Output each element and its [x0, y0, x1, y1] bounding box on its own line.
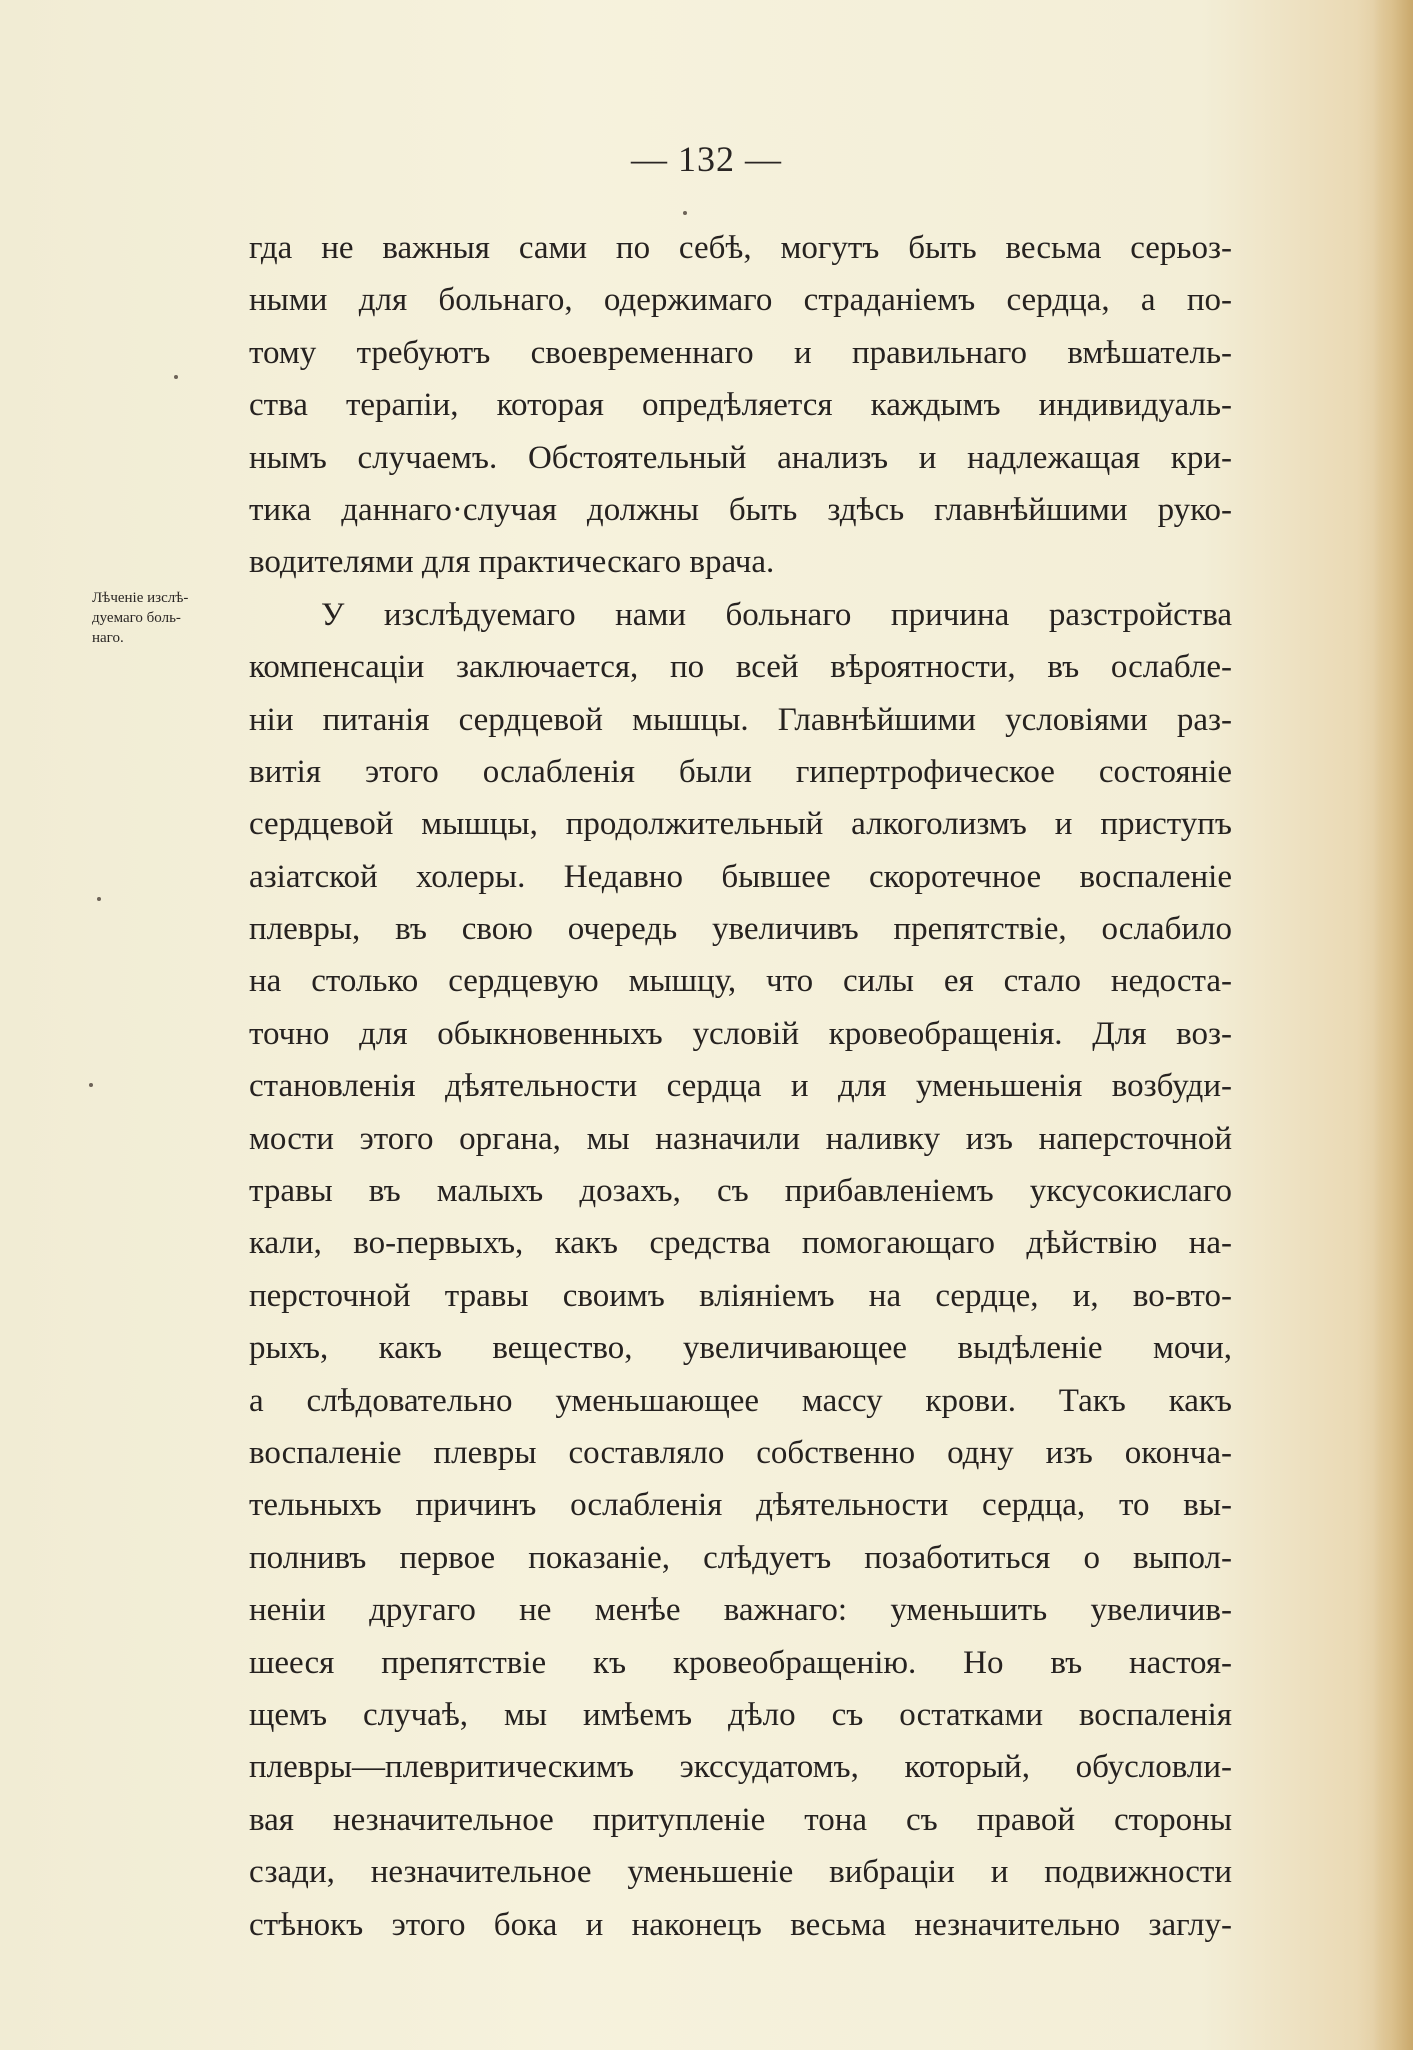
text-line: травы въ малыхъ дозахъ, съ прибавленіемъ уксусокислаго	[249, 1173, 1232, 1210]
text-line: нымъ случаемъ. Обстоятельный анализъ и надлежащая кри-	[249, 439, 1232, 476]
ink-speck	[89, 1083, 93, 1087]
marginal-note	[92, 588, 242, 648]
text-line: кали, во-первыхъ, какъ средства помогающаго дѣйствію на-	[249, 1225, 1232, 1262]
text-line: неніи другаго не менѣе важнаго: уменьшить увеличив-	[249, 1592, 1232, 1629]
text-line: сзади, незначительное уменьшеніе вибраціи и подвижности	[249, 1854, 1232, 1891]
text-line: азіатской холеры. Недавно бывшее скоротечное воспаленіе	[249, 858, 1232, 895]
text-line: точно для обыкновенныхъ условій кровеобращенія. Для воз-	[249, 1015, 1232, 1052]
body-text	[249, 222, 1232, 1951]
ink-speck	[174, 375, 178, 379]
text-line: стѣнокъ этого бока и наконецъ весьма незначительно заглу-	[249, 1906, 1232, 1943]
text-line: а слѣдовательно уменьшающее массу крови. Такъ какъ	[249, 1382, 1232, 1419]
text-line: тельныхъ причинъ ослабленія дѣятельности сердца, то вы-	[249, 1487, 1232, 1524]
text-line: персточной травы своимъ вліяніемъ на сердце, и, во-вто-	[249, 1277, 1232, 1314]
text-line: становленія дѣятельности сердца и для уменьшенія возбуди-	[249, 1068, 1232, 1105]
text-line: ства терапіи, которая опредѣляется каждымъ индивидуаль-	[249, 387, 1232, 424]
text-line: полнивъ первое показаніе, слѣдуетъ позаботиться о выпол-	[249, 1539, 1232, 1576]
page-edge-shadow	[1373, 0, 1413, 2050]
text-line: воспаленіе плевры составляло собственно одну изъ оконча-	[249, 1434, 1232, 1471]
text-line: на столько сердцевую мышцу, что силы ея стало недоста-	[249, 963, 1232, 1000]
text-line: плевры—плевритическимъ экссудатомъ, который, обусловли-	[249, 1749, 1232, 1786]
text-line: вая незначительное притупленіе тона съ правой стороны	[249, 1801, 1232, 1838]
marginal-note-line: дуемаго боль-	[92, 610, 181, 626]
paragraph-end-line: водителями для практическаго врача.	[249, 544, 775, 581]
text-line: гда не важныя сами по себѣ, могутъ быть весьма серьоз-	[249, 230, 1232, 266]
text-line: тому требуютъ своевременнаго и правильнаго вмѣшатель-	[249, 334, 1232, 371]
ink-speck	[683, 211, 687, 215]
text-line: шееся препятствіе къ кровеобращенію. Но въ настоя-	[249, 1644, 1232, 1681]
page-number: — 132 —	[631, 139, 782, 179]
paragraph-start-line: У изслѣдуемаго нами больнаго причина разстройства	[321, 596, 1232, 633]
text-line: витія этого ослабленія были гипертрофическое состояніе	[249, 753, 1232, 790]
text-line: рыхъ, какъ вещество, увеличивающее выдѣленіе мочи,	[249, 1330, 1232, 1367]
text-line: ніи питанія сердцевой мышцы. Главнѣйшими условіями раз-	[249, 701, 1232, 738]
text-line: плевры, въ свою очередь увеличивъ препятствіе, ослабило	[249, 911, 1232, 948]
marginal-note-line: наго.	[92, 630, 124, 646]
text-line: щемъ случаѣ, мы имѣемъ дѣло съ остатками воспаленія	[249, 1696, 1232, 1733]
text-line: компенсаціи заключается, по всей вѣроятности, въ ослабле-	[249, 649, 1232, 686]
text-line: ными для больнаго, одержимаго страданіемъ сердца, а по-	[249, 282, 1232, 319]
text-line: мости этого органа, мы назначили наливку изъ наперсточной	[249, 1120, 1232, 1157]
ink-speck	[97, 897, 101, 901]
marginal-note-line: Лѣченіе изслѣ-	[92, 590, 189, 606]
text-line: сердцевой мышцы, продолжительный алкоголизмъ и приступъ	[249, 806, 1232, 843]
text-line: тика даннаго·случая должны быть здѣсь главнѣйшими руко-	[249, 491, 1232, 528]
